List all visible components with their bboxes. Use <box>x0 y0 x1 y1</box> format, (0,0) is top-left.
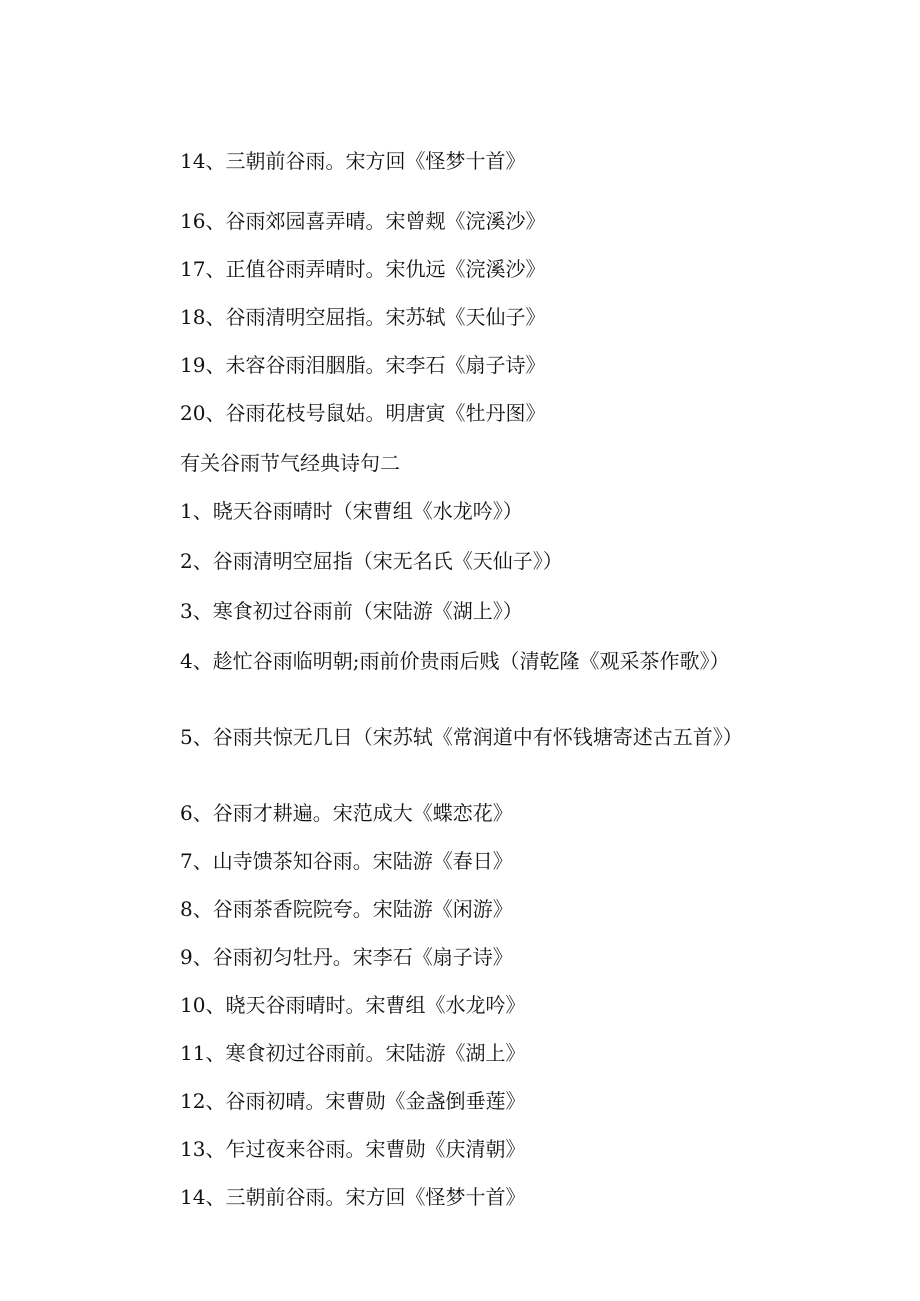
poem-line-2-8: 8、谷雨茶香院院夸。宋陆游《闲游》 <box>180 897 513 921</box>
poem-line-14: 14、三朝前谷雨。宋方回《怪梦十首》 <box>180 149 526 173</box>
poem-line-2-14: 14、三朝前谷雨。宋方回《怪梦十首》 <box>180 1185 526 1209</box>
poem-line-2-4: 4、趁忙谷雨临明朝;雨前价贵雨后贱（清乾隆《观采茶作歌》） <box>180 649 730 673</box>
poem-line-2-6: 6、谷雨才耕遍。宋范成大《蝶恋花》 <box>180 801 513 825</box>
poem-line-19: 19、未容谷雨泪胭脂。宋李石《扇子诗》 <box>180 353 546 377</box>
poem-line-2-9: 9、谷雨初匀牡丹。宋李石《扇子诗》 <box>180 945 513 969</box>
poem-line-20: 20、谷雨花枝号鼠姑。明唐寅《牡丹图》 <box>180 401 546 425</box>
section-heading: 有关谷雨节气经典诗句二 <box>180 451 400 475</box>
poem-line-17: 17、正值谷雨弄晴时。宋仇远《浣溪沙》 <box>180 257 546 281</box>
poem-line-2-7: 7、山寺馈茶知谷雨。宋陆游《春日》 <box>180 849 513 873</box>
poem-line-18: 18、谷雨清明空屈指。宋苏轼《天仙子》 <box>180 305 546 329</box>
poem-line-16: 16、谷雨郊园喜弄晴。宋曾觌《浣溪沙》 <box>180 209 546 233</box>
poem-line-2-10: 10、晓天谷雨晴时。宋曹组《水龙吟》 <box>180 993 526 1017</box>
poem-line-2-1: 1、晓天谷雨晴时（宋曹组《水龙吟》） <box>180 499 523 523</box>
poem-line-2-11: 11、寒食初过谷雨前。宋陆游《湖上》 <box>180 1041 526 1065</box>
poem-line-2-2: 2、谷雨清明空屈指（宋无名氏《天仙子》） <box>180 549 563 573</box>
poem-line-2-5: 5、谷雨共惊无几日（宋苏轼《常润道中有怀钱塘寄述古五首》） <box>180 725 743 749</box>
poem-line-2-13: 13、乍过夜来谷雨。宋曹勋《庆清朝》 <box>180 1137 526 1161</box>
poem-line-2-12: 12、谷雨初晴。宋曹勋《金盏倒垂莲》 <box>180 1089 526 1113</box>
poem-line-2-3: 3、寒食初过谷雨前（宋陆游《湖上》） <box>180 599 523 623</box>
